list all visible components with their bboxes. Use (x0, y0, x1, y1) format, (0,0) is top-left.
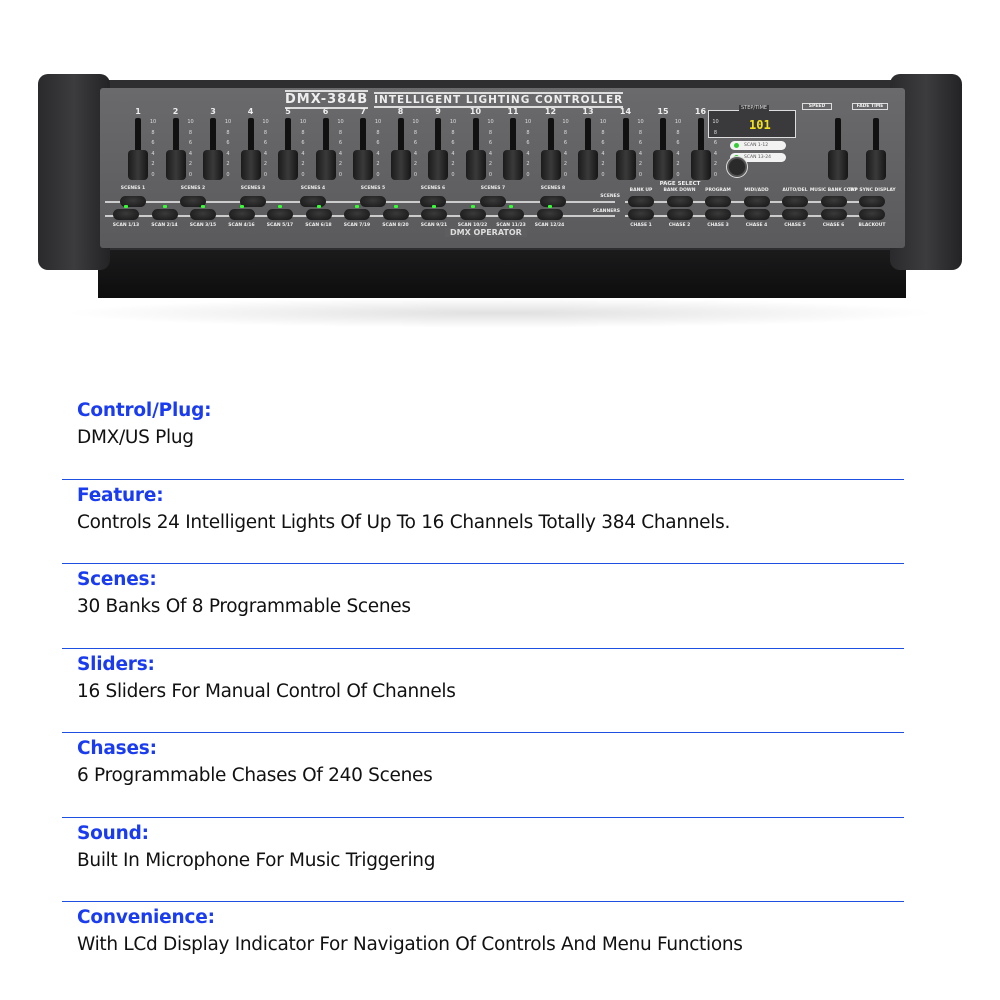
scale-mark: 8 (488, 129, 493, 136)
scene-button-3[interactable] (240, 196, 266, 207)
dmx-operator-label: DMX OPERATOR (445, 228, 527, 237)
mic-joystick[interactable] (726, 156, 748, 178)
scale-mark: 0 (338, 171, 343, 178)
scan-label: SCAN 1/13 (112, 223, 140, 228)
scan-led (163, 205, 167, 208)
chase-button-4[interactable] (744, 209, 770, 220)
scale-mark: 0 (526, 171, 530, 178)
scale-mark: 6 (526, 140, 530, 146)
channel-number: 8 (397, 107, 404, 116)
scan-led (509, 205, 513, 208)
scan-label: SCAN 5/17 (266, 223, 294, 228)
scan-led (278, 205, 282, 208)
scene-button-7[interactable] (480, 196, 506, 207)
scan-button-11[interactable] (498, 209, 524, 220)
scale-mark: 10 (224, 119, 232, 125)
chase-button-6[interactable] (821, 209, 847, 220)
scale-mark: 4 (563, 150, 568, 157)
fader-knob[interactable] (316, 150, 336, 180)
scan-led (355, 205, 359, 208)
channel-number: 7 (360, 107, 366, 116)
scale-mark: 8 (451, 129, 455, 136)
scale-mark: 6 (451, 140, 455, 146)
scale-mark: 6 (676, 140, 680, 146)
channel-number: 12 (544, 107, 557, 116)
scan-button-12[interactable] (537, 209, 563, 220)
fader-knob[interactable] (541, 150, 561, 180)
scene-button-8[interactable] (540, 196, 566, 207)
scale-mark: 8 (601, 129, 605, 136)
chase-label: CHASE 3 (707, 223, 729, 228)
fader-scale (559, 117, 573, 180)
scale-mark: 2 (151, 161, 155, 167)
spec-row (62, 733, 904, 818)
scale-mark: 0 (263, 171, 268, 178)
fader-knob[interactable] (241, 150, 261, 180)
scale-mark: 2 (713, 161, 718, 167)
fader-scale (634, 117, 648, 180)
spec-row (62, 395, 904, 480)
fade-fader-knob[interactable] (866, 150, 886, 180)
function-button-5[interactable] (782, 196, 808, 207)
scale-mark: 4 (601, 150, 605, 157)
function-label: PROGRAM (705, 188, 731, 193)
channel-number: 2 (172, 107, 179, 116)
fader-knob[interactable] (691, 150, 711, 180)
scan-led (471, 205, 475, 208)
scale-mark: 8 (413, 129, 418, 136)
scan-button-2[interactable] (152, 209, 178, 220)
channel-number: 14 (619, 107, 632, 116)
fader-scale (146, 117, 160, 180)
scale-mark: 0 (376, 171, 380, 178)
scale-mark: 0 (488, 171, 493, 178)
device-shadow (60, 298, 940, 328)
scene-label: SCENES 4 (300, 186, 326, 191)
channel-number: 3 (210, 107, 216, 116)
scan-label: SCAN 7/19 (343, 223, 371, 228)
scene-label: SCENES 3 (240, 186, 266, 191)
scale-mark: 10 (374, 119, 382, 125)
fader-knob[interactable] (428, 150, 448, 180)
speed-fader-knob[interactable] (828, 150, 848, 180)
scale-mark: 2 (676, 161, 680, 167)
scale-mark: 2 (413, 161, 418, 167)
spec-title: Control/Plug: (77, 400, 212, 421)
scale-mark: 4 (638, 150, 643, 157)
scale-mark: 10 (299, 119, 307, 125)
scale-mark: 10 (337, 119, 344, 125)
scale-mark: 2 (638, 161, 643, 167)
scan-label: SCAN 8/20 (382, 223, 409, 228)
scale-mark: 6 (638, 140, 643, 146)
function-button-4[interactable] (744, 196, 770, 207)
scale-mark: 0 (563, 171, 568, 178)
scene-label: SCENES 2 (180, 186, 206, 191)
chase-button-3[interactable] (705, 209, 731, 220)
scene-label: SCENES 1 (120, 186, 146, 191)
scale-mark: 2 (601, 161, 605, 167)
scan-button-3[interactable] (190, 209, 216, 220)
function-button-7[interactable] (859, 196, 885, 207)
scale-mark: 8 (301, 129, 305, 136)
scale-mark: 10 (187, 119, 194, 125)
channel-number: 13 (582, 107, 594, 116)
fader-knob[interactable] (466, 150, 486, 180)
channel-number: 6 (322, 107, 329, 116)
scale-mark: 2 (376, 161, 380, 167)
scale-mark: 6 (188, 140, 193, 146)
spec-value: DMX/US Plug (77, 427, 194, 448)
function-button-6[interactable] (821, 196, 847, 207)
scale-mark: 4 (676, 150, 680, 157)
scan-label: SCAN 11/23 (496, 223, 526, 228)
scale-mark: 0 (188, 171, 193, 178)
scan-label: SCAN 10/22 (457, 223, 488, 228)
scene-label: SCENES 5 (360, 186, 386, 191)
scale-mark: 6 (563, 140, 568, 146)
function-button-2[interactable] (667, 196, 693, 207)
scale-mark: 6 (376, 140, 380, 146)
scale-mark: 8 (638, 129, 643, 136)
scenes-tag: SCENES (600, 194, 620, 199)
scale-mark: 6 (301, 140, 305, 146)
scan-button-8[interactable] (383, 209, 409, 220)
scale-mark: 6 (488, 140, 493, 146)
function-label: MIDI/ADD (744, 188, 769, 193)
spec-title: Chases: (77, 738, 157, 759)
scale-mark: 10 (562, 119, 569, 125)
fader-scale (371, 117, 385, 180)
scan-button-4[interactable] (229, 209, 255, 220)
scale-mark: 6 (413, 140, 418, 146)
scale-mark: 10 (599, 119, 607, 125)
scale-mark: 2 (188, 161, 193, 167)
channel-number: 10 (469, 107, 482, 116)
model-subtitle: INTELLIGENT LIGHTING CONTROLLER (374, 94, 624, 106)
scale-mark: 0 (713, 171, 718, 178)
scene-label: SCENES 8 (540, 186, 566, 191)
device-base (98, 250, 906, 298)
scale-mark: 10 (712, 119, 719, 125)
spec-value: With LCd Display Indicator For Navigation Of Controls And Menu Functions (77, 934, 743, 955)
chase-label: CHASE 5 (784, 223, 806, 228)
fader-knob[interactable] (128, 150, 148, 180)
scale-mark: 6 (713, 140, 718, 146)
chase-label: CHASE 4 (745, 223, 768, 228)
scan-led (394, 205, 398, 208)
fader-scale (671, 117, 685, 180)
fader-scale (446, 117, 460, 180)
scale-mark: 0 (226, 171, 230, 178)
function-label: BANK DOWN (663, 188, 696, 193)
fader-scale (484, 117, 498, 180)
function-label: BANK UP (629, 188, 653, 193)
scan-button-7[interactable] (344, 209, 370, 220)
scan-led (317, 205, 321, 208)
scale-mark: 2 (263, 161, 268, 167)
scale-mark: 0 (151, 171, 155, 178)
scale-mark: 2 (338, 161, 343, 167)
scale-mark: 2 (563, 161, 568, 167)
channel-number: 16 (694, 107, 707, 116)
channel-number: 9 (435, 107, 441, 116)
scale-mark: 8 (713, 129, 718, 136)
fader-scale (409, 117, 423, 180)
scale-mark: 6 (151, 140, 155, 146)
scale-mark: 8 (563, 129, 568, 136)
scale-mark: 0 (638, 171, 643, 178)
spec-row (62, 902, 904, 987)
scale-mark: 4 (338, 150, 343, 157)
chase-label: BLACKOUT (858, 223, 886, 228)
scale-mark: 8 (526, 129, 530, 136)
scale-mark: 0 (601, 171, 605, 178)
scale-mark: 8 (338, 129, 343, 136)
spec-title: Feature: (77, 484, 164, 506)
scale-mark: 10 (637, 119, 644, 125)
scan-button-10[interactable] (460, 209, 486, 220)
scan-button-9[interactable] (421, 209, 447, 220)
fader-scale (709, 117, 723, 180)
fader-scale (221, 117, 235, 180)
scan-led (548, 205, 552, 208)
scale-mark: 0 (676, 171, 680, 178)
scale-mark: 4 (488, 150, 493, 157)
dmx-controller-image (0, 0, 1000, 340)
scale-mark: 2 (301, 161, 305, 167)
spec-value: Controls 24 Intelligent Lights Of Up To 16 Channels Totally 384 Channels. (77, 511, 731, 533)
scale-mark: 0 (413, 171, 418, 178)
scan-button-6[interactable] (306, 209, 332, 220)
spec-value: 30 Banks Of 8 Programmable Scenes (77, 596, 411, 617)
spec-row (62, 564, 904, 649)
scale-mark: 6 (263, 140, 268, 146)
scale-mark: 8 (376, 129, 380, 136)
fader-scale (259, 117, 273, 180)
scale-mark: 8 (263, 129, 268, 136)
scene-button-4[interactable] (300, 196, 326, 207)
pill-label: SCAN 13-24 (744, 155, 771, 160)
scale-mark: 8 (226, 129, 230, 136)
scale-mark: 4 (301, 150, 305, 157)
fader-scale (521, 117, 535, 180)
display-label: STEP/TIME (741, 105, 768, 111)
fader-knob[interactable] (203, 150, 223, 180)
spec-row (62, 649, 904, 734)
scale-mark: 2 (451, 161, 455, 167)
scale-mark: 8 (676, 129, 680, 136)
scale-mark: 4 (713, 150, 718, 157)
scan-button-1[interactable] (113, 209, 139, 220)
fader-scale (184, 117, 198, 180)
spec-value: Built In Microphone For Music Triggering (77, 849, 436, 871)
chase-button-1[interactable] (628, 209, 654, 220)
spec-value: 16 Sliders For Manual Control Of Channels (77, 680, 456, 702)
scale-mark: 4 (188, 150, 193, 157)
scan-label: SCAN 9/21 (420, 223, 448, 228)
scale-mark: 10 (262, 119, 269, 125)
fader-knob[interactable] (653, 150, 673, 180)
scale-mark: 0 (451, 171, 455, 178)
scene-label: SCENES 7 (480, 186, 506, 191)
fader-knob[interactable] (278, 150, 298, 180)
fader-knob[interactable] (503, 150, 523, 180)
scale-mark: 10 (487, 119, 494, 125)
scale-mark: 10 (674, 119, 682, 125)
display-value: 101 (749, 118, 771, 132)
scale-mark: 4 (376, 150, 380, 157)
function-button-3[interactable] (705, 196, 731, 207)
scale-mark: 10 (449, 119, 457, 125)
fader-scale (596, 117, 610, 180)
fader-knob[interactable] (391, 150, 411, 180)
scale-mark: 4 (451, 150, 455, 157)
scale-mark: 6 (226, 140, 230, 146)
scale-mark: 2 (526, 161, 530, 167)
channel-number: 5 (285, 107, 291, 116)
fader-knob[interactable] (353, 150, 373, 180)
fade-label: FADE TIME (852, 103, 888, 110)
scale-mark: 4 (151, 150, 155, 157)
scan-label: SCAN 4/16 (228, 223, 255, 228)
chase-button-7[interactable] (859, 209, 885, 220)
scan-led (432, 205, 436, 208)
chase-label: CHASE 6 (822, 223, 845, 228)
speed-label: SPEED (802, 103, 832, 110)
scale-mark: 4 (263, 150, 268, 157)
spec-value: 6 Programmable Chases Of 240 Scenes (77, 765, 433, 786)
scene-button-5[interactable] (360, 196, 386, 207)
fader-scale (296, 117, 310, 180)
scale-mark: 8 (188, 129, 193, 136)
function-button-1[interactable] (628, 196, 654, 207)
function-label: TAP SYNC DISPLAY (848, 188, 896, 193)
spec-title: Scenes: (77, 569, 157, 590)
scale-mark: 10 (524, 119, 532, 125)
scale-mark: 10 (149, 119, 157, 125)
scanners-tag: SCANNERS (592, 209, 620, 214)
scan-label: SCAN 3/15 (189, 223, 217, 228)
scan-led (201, 205, 205, 208)
model-name: DMX-384B (285, 92, 369, 107)
scene-label: SCENES 6 (420, 186, 446, 191)
scale-mark: 8 (151, 129, 155, 136)
scale-mark: 4 (526, 150, 530, 157)
channel-number: 4 (247, 107, 254, 116)
scan-label: SCAN 2/14 (151, 223, 178, 228)
spec-title: Sound: (77, 822, 149, 844)
scan-label: SCAN 12/24 (534, 223, 565, 228)
scan-1-12-indicator (730, 141, 786, 150)
chase-button-2[interactable] (667, 209, 693, 220)
pill-label: SCAN 1-12 (744, 143, 769, 148)
spec-row (62, 818, 904, 903)
fader-knob[interactable] (166, 150, 186, 180)
scale-mark: 0 (301, 171, 305, 178)
function-label: AUTO/DEL (782, 188, 808, 193)
scale-mark: 10 (412, 119, 419, 125)
scale-mark: 6 (338, 140, 343, 146)
scale-mark: 4 (226, 150, 230, 157)
device-title (285, 92, 623, 107)
fader-knob[interactable] (616, 150, 636, 180)
fader-knob[interactable] (578, 150, 598, 180)
scale-mark: 2 (488, 161, 493, 167)
spec-title: Convenience: (77, 907, 215, 928)
channel-number: 15 (657, 107, 669, 116)
scan-led (124, 205, 128, 208)
scan-label: SCAN 6/18 (305, 223, 332, 228)
spec-list (62, 395, 904, 987)
fader-scale (334, 117, 348, 180)
scale-mark: 2 (226, 161, 230, 167)
scan-button-5[interactable] (267, 209, 293, 220)
page-select-label: PAGE SELECT (659, 181, 701, 187)
channel-number: 1 (135, 107, 141, 116)
spec-title: Sliders: (77, 653, 155, 675)
function-label: MUSIC BANK COPY (809, 188, 858, 193)
scale-mark: 6 (601, 140, 605, 146)
scale-mark: 4 (413, 150, 418, 157)
chase-label: CHASE 1 (630, 223, 652, 228)
scan-led (240, 205, 244, 208)
channel-number: 11 (507, 107, 519, 116)
chase-button-5[interactable] (782, 209, 808, 220)
chase-label: CHASE 2 (668, 223, 691, 228)
spec-row (62, 480, 904, 565)
